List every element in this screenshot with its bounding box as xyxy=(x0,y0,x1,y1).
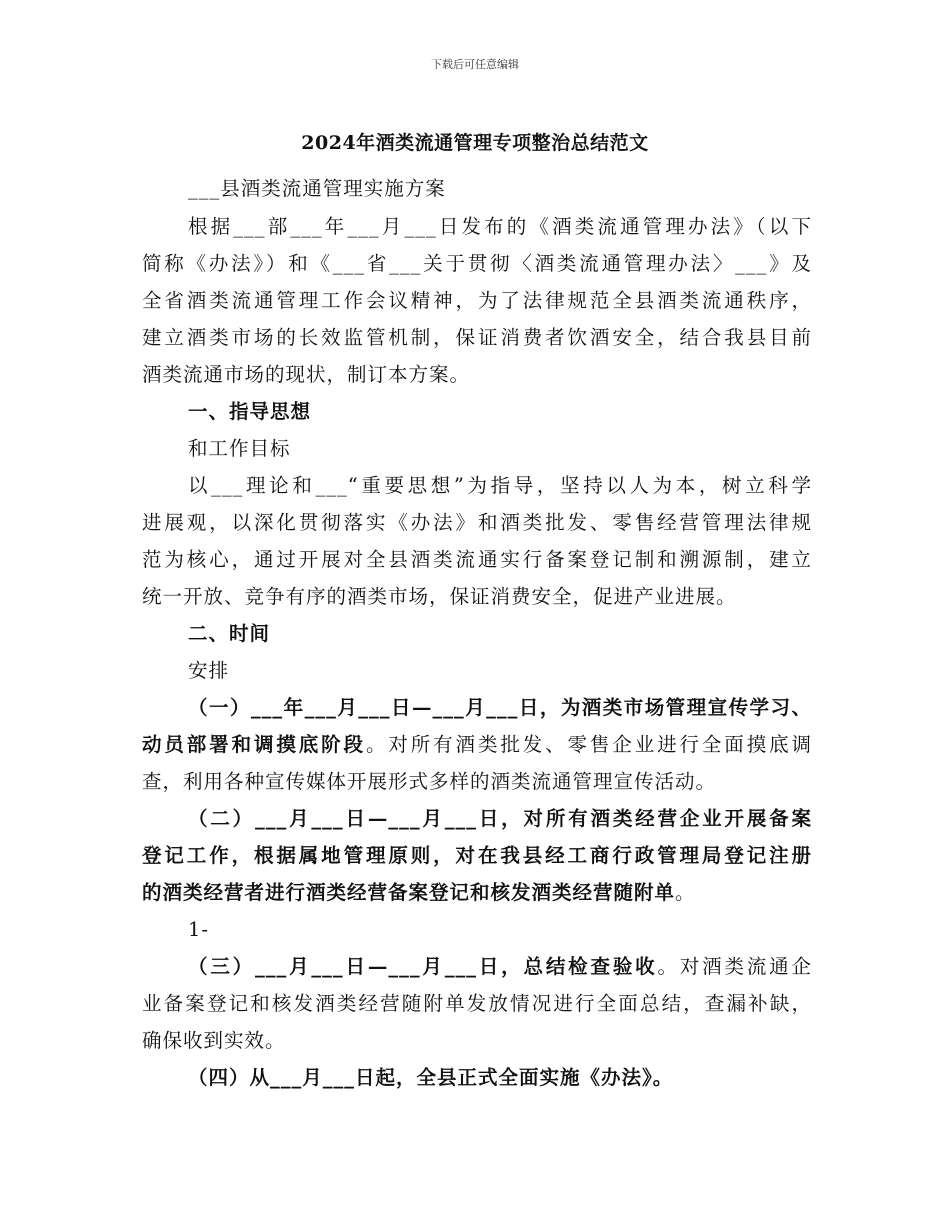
paragraph-line: 业备案登记和核发酒类经营随附单发放情况进行全面总结，查漏补缺， xyxy=(142,992,812,1015)
bold-phrase: 动员部署和调摸底阶段 xyxy=(142,733,366,756)
document-title: 2024年酒类流通管理专项整治总结范文 xyxy=(301,132,649,154)
bold-phrase: （三）___月___日—___月___日，总结检查验收 xyxy=(188,955,658,978)
paragraph-line: 全省酒类流通管理工作会议精神，为了法律规范全县酒类流通秩序， xyxy=(142,289,812,312)
paragraph-line: 登记工作，根据属地管理原则，对在我县经工商行政管理局登记注册 xyxy=(142,844,812,867)
paragraph-line: 安排 xyxy=(188,659,230,682)
paragraph-line xyxy=(142,731,812,759)
paragraph-line: （二）___月___日—___月___日，对所有酒类经营企业开展备案 xyxy=(188,807,812,830)
paragraph-line: 范为核心，通过开展对全县酒类流通实行备案登记制和溯源制，建立 xyxy=(142,548,812,571)
normal-phrase: 。对酒类流通企 xyxy=(657,955,812,978)
paragraph-line: 简称《办法》）和《___省___关于贯彻〈酒类流通管理办法〉___》及 xyxy=(142,252,812,275)
paragraph-line: 进展观，以深化贯彻落实《办法》和酒类批发、零售经营管理法律规 xyxy=(142,511,812,534)
paragraph-line xyxy=(188,953,812,981)
paragraph-line: 查，利用各种宣传媒体开展形式多样的酒类流通管理宣传活动。 xyxy=(142,770,717,793)
paragraph-line: 统一开放、竞争有序的酒类市场，保证消费安全，促进产业进展。 xyxy=(142,585,737,608)
paragraph-line: 以___理论和___“重要思想”为指导，坚持以人为本，树立科学 xyxy=(188,474,812,497)
normal-phrase: 。 xyxy=(675,881,696,904)
bold-phrase: 的酒类经营者进行酒类经营备案登记和核发酒类经营随附单 xyxy=(142,881,676,904)
paragraph-line: 确保收到实效。 xyxy=(142,1029,286,1052)
paragraph-line: 和工作目标 xyxy=(188,437,291,460)
paragraph-line: ___县酒类流通管理实施方案 xyxy=(188,177,446,200)
paragraph-line: （四）从___月___日起，全县正式全面实施《办法》。 xyxy=(188,1066,674,1089)
page-number-marker: 1- xyxy=(188,918,209,941)
paragraph-line: （一）___年___月___日—___月___日，为酒类市场管理宣传学习、 xyxy=(188,696,812,719)
paragraph-line: 根据___部___年___月___日发布的《酒类流通管理办法》（以下 xyxy=(188,215,812,238)
normal-phrase: 。对所有酒类批发、零售企业进行全面摸底调 xyxy=(365,733,812,756)
section-heading: 二、时间 xyxy=(188,622,271,645)
paragraph-line xyxy=(142,879,812,907)
paragraph-line: 建立酒类市场的长效监管机制，保证消费者饮酒安全，结合我县目前 xyxy=(142,326,812,349)
header-note: 下载后可任意编辑 xyxy=(431,58,519,71)
section-heading: 一、指导思想 xyxy=(188,400,312,423)
paragraph-line: 酒类流通市场的现状，制订本方案。 xyxy=(142,363,471,386)
